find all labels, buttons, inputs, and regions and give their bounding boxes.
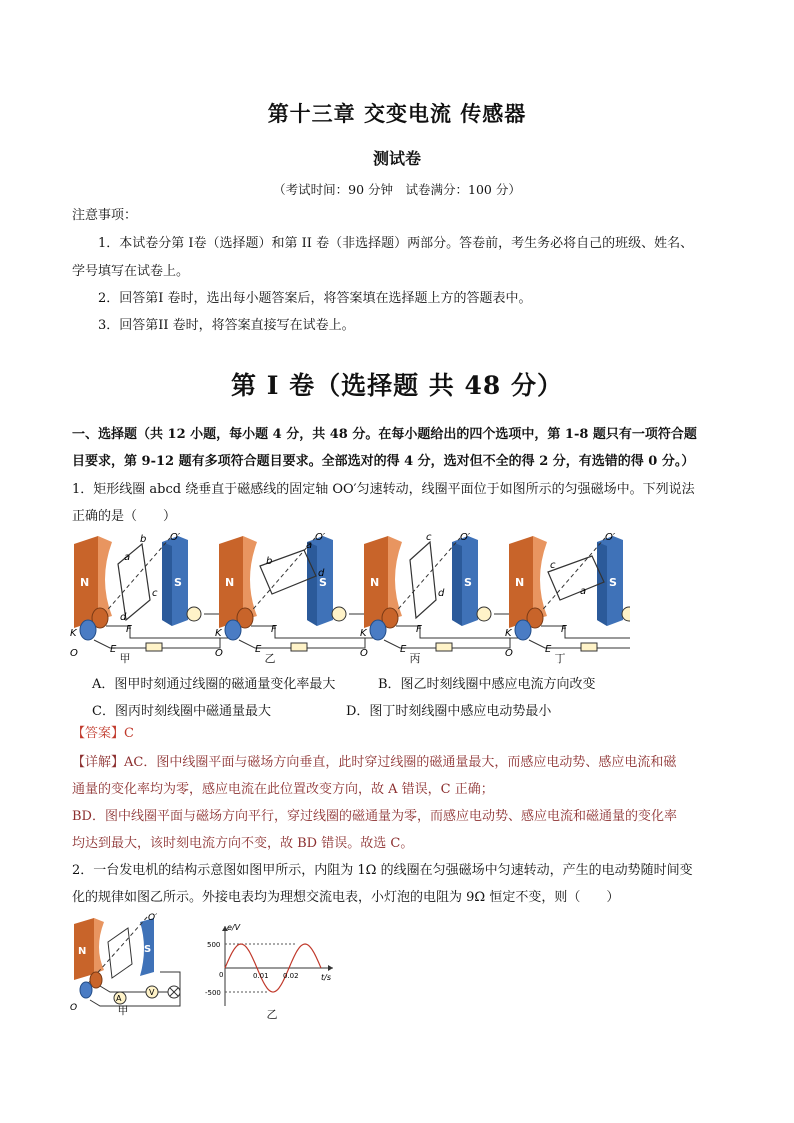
q1-generator-figures — [70, 530, 630, 665]
graph-xlabel: t/s — [321, 973, 331, 982]
q1-option-d: D．图丁时刻线圈中感应电动势最小 — [346, 704, 552, 719]
q2-fig-label-jia: 甲 — [117, 1004, 129, 1017]
note-item-2: 2．回答第I 卷时，选出每小题答案后，将答案填在选择题上方的答题表中。 — [98, 291, 532, 306]
graph-origin: 0 — [219, 971, 224, 979]
svg-text:c: c — [426, 532, 432, 543]
figure-jia — [70, 532, 230, 659]
graph-ylabel: e/V — [227, 923, 241, 932]
fig-label-jia: 甲 — [119, 652, 131, 665]
q1-answer: 【答案】C — [72, 726, 134, 741]
figure-bing — [360, 532, 520, 659]
section-title: 第 I 卷（选择题 共 48 分） — [230, 371, 563, 400]
svg-text:d: d — [318, 568, 325, 579]
svg-text:d: d — [120, 612, 127, 623]
q1-option-c: C．图丙时刻线圈中磁通量最大 — [92, 704, 271, 719]
note-item-1-cont: 学号填写在试卷上。 — [72, 264, 190, 279]
page-subtitle: 测试卷 — [372, 149, 421, 168]
fig-label-yi: 乙 — [264, 652, 276, 665]
note-item-1: 1．本试卷分第 I卷（选择题）和第 II 卷（非选择题）两部分。答卷前，考生务必将自己的班级、姓名、 — [98, 236, 694, 251]
fig-label-ding: 丁 — [554, 652, 566, 665]
figure-yi — [215, 532, 375, 659]
svg-text:c: c — [550, 560, 556, 571]
q1-detail-3: BD．图中线圈平面与磁场方向平行，穿过线圈的磁通量为零，而感应电动势、感应电流和磁通量的变化率 — [72, 809, 677, 824]
notes-heading: 注意事项： — [72, 208, 138, 223]
note-item-3: 3．回答第II 卷时，将答案直接写在试卷上。 — [98, 318, 355, 333]
graph-y-pos: 500 — [207, 941, 221, 949]
q2-generator-figure — [70, 912, 200, 1012]
q2-emf-graph — [205, 920, 340, 1010]
svg-text:A: A — [116, 994, 122, 1003]
q1-option-a: A．图甲时刻通过线圈的磁通量变化率最大 — [92, 677, 336, 692]
svg-text:c: c — [152, 588, 158, 599]
fig-label-bing: 丙 — [409, 652, 421, 665]
svg-text:a: a — [306, 540, 313, 551]
q2-stem-1: 2．一台发电机的结构示意图如图甲所示，内阻为 1Ω 的线圈在匀强磁场中匀速转动，产生的电动势随时间变 — [72, 863, 693, 878]
graph-x1: 0.01 — [253, 972, 269, 980]
svg-text:a: a — [580, 586, 587, 597]
q2-fig-label-yi: 乙 — [266, 1008, 278, 1021]
q2-stem-2: 化的规律如图乙所示。外接电表均为理想交流电表，小灯泡的电阻为 9Ω 恒定不变，则（ ） — [72, 890, 620, 905]
q1-detail-4: 均达到最大，该时刻电流方向不变，故 BD 错误。故选 C。 — [72, 836, 414, 851]
svg-text:O: O — [70, 1003, 78, 1012]
svg-text:V: V — [149, 988, 155, 997]
svg-text:a: a — [124, 552, 131, 563]
section-instructions-1: 一、选择题（共 12 小题，每小题 4 分，共 48 分。在每小题给出的四个选项中，第 1-8 题只有一项符合题 — [72, 427, 697, 442]
svg-text:N: N — [78, 946, 87, 957]
q1-stem-1: 1．矩形线圈 abcd 绕垂直于磁感线的固定轴 OO′匀速转动，线圈平面位于如图所示的匀强磁场中。下列说法 — [72, 482, 695, 497]
svg-text:b: b — [140, 534, 147, 545]
svg-text:b: b — [266, 556, 273, 567]
q1-detail-1: 【详解】AC．图中线圈平面与磁场方向垂直，此时穿过线圈的磁通量最大，而感应电动势、感应电流和磁 — [72, 755, 677, 770]
q1-detail-2: 通量的变化率均为零，感应电流在此位置改变方向，故 A 错误，C 正确； — [72, 782, 494, 797]
page-title: 第十三章 交变电流 传感器 — [267, 101, 527, 126]
q1-stem-2: 正确的是（ ） — [72, 509, 177, 524]
svg-text:S: S — [144, 944, 152, 955]
exam-meta: （考试时间：90 分钟 试卷满分：100 分） — [273, 182, 521, 197]
graph-y-neg: -500 — [205, 989, 221, 997]
figure-ding — [505, 532, 630, 659]
svg-text:O′: O′ — [148, 913, 158, 923]
section-instructions-2: 目要求，第 9-12 题有多项符合题目要求。全部选对的得 4 分，选对但不全的得 2 分，有选错的得 0 分。） — [72, 454, 695, 469]
graph-x2: 0.02 — [283, 972, 299, 980]
q1-option-b: B．图乙时刻线圈中感应电流方向改变 — [378, 677, 596, 692]
svg-text:d: d — [438, 588, 445, 599]
